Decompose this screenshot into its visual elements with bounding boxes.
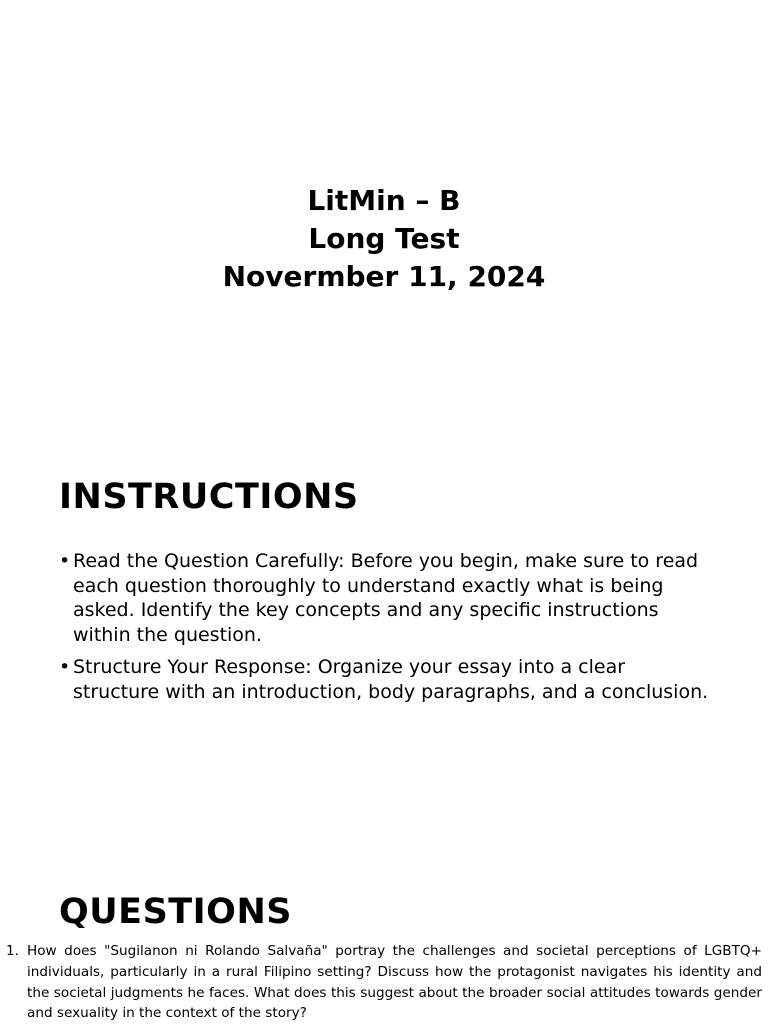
- bullet-icon: •: [59, 656, 71, 678]
- title-block: [0, 182, 768, 296]
- instruction-item: [59, 549, 709, 647]
- question-item: [6, 941, 762, 1024]
- course-title: LitMin – B: [307, 184, 461, 217]
- instruction-item: [59, 655, 709, 704]
- instructions-heading: INSTRUCTIONS: [59, 477, 359, 517]
- question-number: 1.: [6, 943, 19, 959]
- questions-list: [6, 941, 762, 1024]
- instruction-text: Read the Question Carefully: Before you begin, make sure to read each question thoroughly to understand exactly what is being asked. Identify the key concepts and any specific instructions within the question.: [73, 550, 699, 646]
- question-text: How does "Sugilanon ni Rolando Salvaña" portray the challenges and societal perceptions of LGBTQ+ individuals, particularly in a rural Filipino setting? Discuss how the protagonist navigates his identity and the societal judgments he faces. What does this suggest about the broader social attitudes towards gender and sexuality in the context of the story?: [27, 943, 762, 1022]
- test-type: Long Test: [308, 222, 460, 255]
- test-date: Novermber 11, 2024: [222, 260, 546, 293]
- instructions-list: [59, 549, 709, 712]
- questions-heading: QUESTIONS: [59, 892, 292, 932]
- instruction-text: Structure Your Response: Organize your essay into a clear structure with an introduction, body paragraphs, and a conclusion.: [73, 656, 709, 703]
- bullet-icon: •: [59, 550, 71, 572]
